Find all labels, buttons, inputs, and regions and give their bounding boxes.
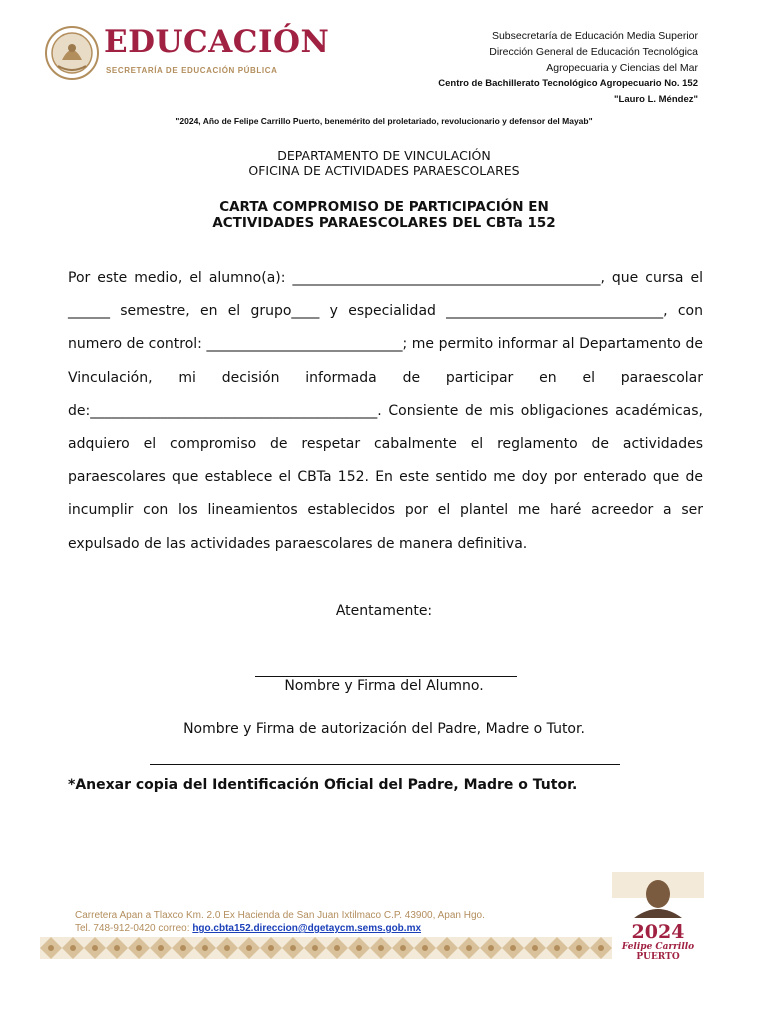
closing: Atentamente: xyxy=(335,603,433,619)
stamp-year: 2024 xyxy=(631,921,685,943)
department-heading xyxy=(0,148,768,178)
letter-title-line: ACTIVIDADES PARAESCOLARES DEL CBTa 152 xyxy=(212,215,556,231)
footer-address xyxy=(75,909,485,935)
contact-line xyxy=(75,922,485,935)
phone-text: Tel. 748-912-0420 correo: xyxy=(75,923,190,934)
year-motto: "2024, Año de Felipe Carrillo Puerto, benemérito del proletariado, revolucionario y defensor del Mayab" xyxy=(175,116,593,126)
institution-line: Subsecretaría de Educación Media Superior xyxy=(491,30,698,42)
institution-line: Dirección General de Educación Tecnológica xyxy=(489,46,698,58)
institution-line: "Lauro L. Méndez" xyxy=(614,94,698,105)
logo-title: EDUCACIÓN xyxy=(104,24,330,60)
institution-block xyxy=(368,28,698,108)
institution-line: Agropecuaria y Ciencias del Mar xyxy=(546,62,698,74)
address-line: Carretera Apan a Tlaxco Km. 2.0 Ex Hacienda de San Juan Ixtilmaco C.P. 43900, Apan Hgo. xyxy=(75,910,485,921)
student-signature-label: Nombre y Firma del Alumno. xyxy=(284,678,484,694)
department-line: DEPARTAMENTO DE VINCULACIÓN xyxy=(277,148,491,163)
stamp-surname: PUERTO xyxy=(636,952,680,962)
attachment-note: *Anexar copia del Identificación Oficial del Padre, Madre o Tutor. xyxy=(68,777,578,793)
student-signature-line xyxy=(255,676,517,677)
letter-title xyxy=(0,199,768,231)
letter-title-line: CARTA COMPROMISO DE PARTICIPACIÓN EN xyxy=(219,199,549,215)
guardian-signature-line xyxy=(150,764,620,765)
decorative-band xyxy=(40,937,612,959)
office-line: OFICINA DE ACTIVIDADES PARAESCOLARES xyxy=(248,163,520,178)
guardian-signature-label: Nombre y Firma de autorización del Padre, Madre o Tutor. xyxy=(183,721,585,737)
institution-line: Centro de Bachillerato Tecnológico Agropecuario No. 152 xyxy=(438,78,698,89)
felipe-carrillo-puerto-stamp xyxy=(612,872,704,968)
stamp-name: Felipe Carrillo xyxy=(621,942,695,952)
logo-subtitle: SECRETARÍA DE EDUCACIÓN PÚBLICA xyxy=(106,66,278,75)
email-link[interactable]: hgo.cbta152.direccion@dgetaycm.sems.gob.mx xyxy=(192,923,422,934)
mexico-seal-icon xyxy=(44,22,100,84)
letter-body: Por este medio, el alumno(a): ____________________________________________, que cursa el ______ semestre, en el grupo____ y especialidad _______________________________, con numero de control: ____________________________; me permito informar al Departamento de Vinculación, mi decisión informada de participar en el paraescolar de:_________________________________________. Consiente de mis obligaciones académicas, adquiero el compromiso de respetar cabalmente el reglamento de actividades paraescolares que establece el CBTa 152. En este sentido me doy por enterado que de incumplir con los lineamientos establecidos por el plantel me haré acreedor a ser expulsado de las actividades paraescolares de manera definitiva. xyxy=(68,270,703,552)
